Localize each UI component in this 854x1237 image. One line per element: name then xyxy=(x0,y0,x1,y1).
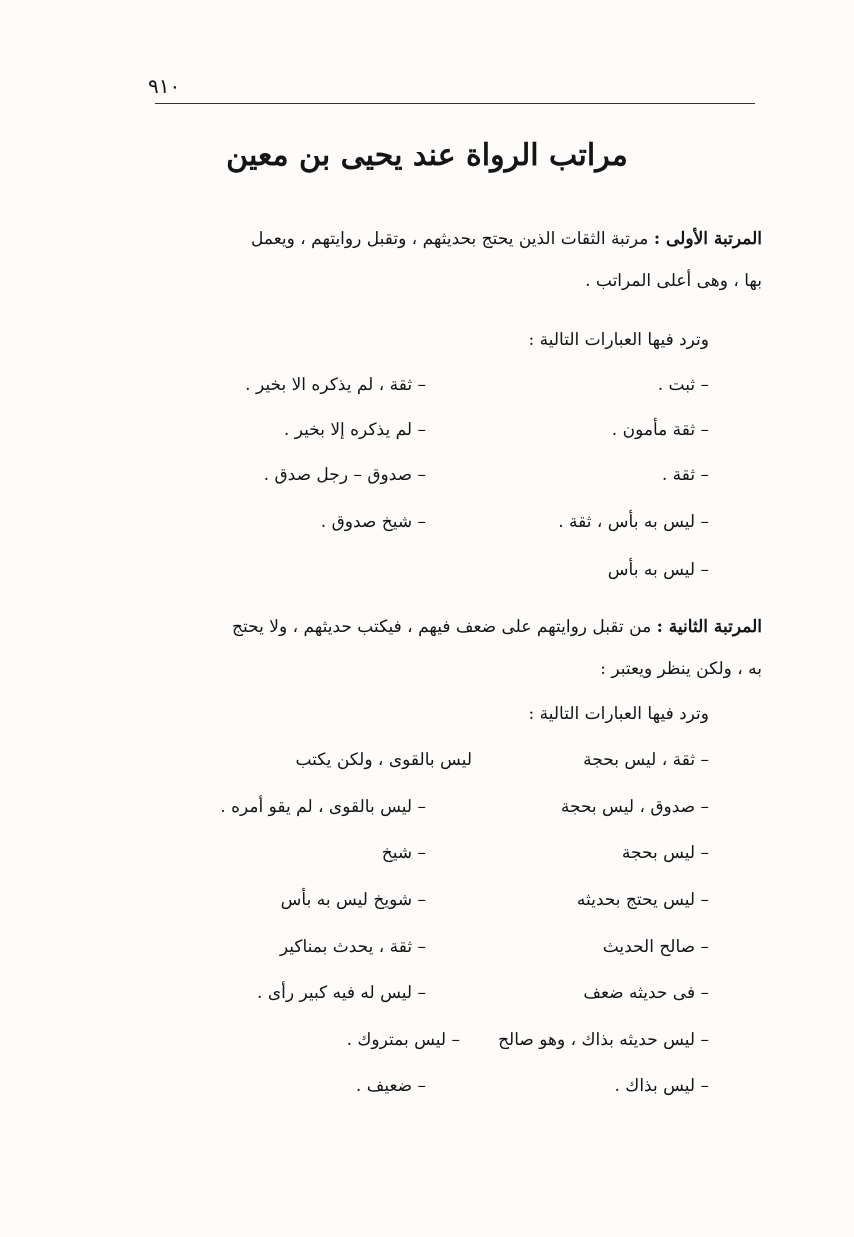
level2-item-right: – ليس يحتج بحديثه xyxy=(576,890,709,910)
level1-item-right: – ليس به بأس ، ثقة . xyxy=(558,512,709,532)
level2-item-right: – ليس بذاك . xyxy=(614,1076,709,1096)
level2-item-right: – ليس حديثه بذاك ، وهو صالح xyxy=(498,1030,709,1050)
level2-item-right: – صدوق ، ليس بحجة xyxy=(560,797,709,817)
level2-item-left: – ضعيف . xyxy=(355,1076,426,1096)
page-title: مراتب الرواة عند يحيى بن معين xyxy=(226,138,628,173)
page-number: ٩١٠ xyxy=(148,74,181,98)
level1-item-left: – صدوق – رجل صدق . xyxy=(263,465,426,485)
level2-label: المرتبة الثانية : xyxy=(656,617,762,637)
level2-item-left: – شويخ ليس به بأس xyxy=(280,890,426,910)
level1-text-line2: بها ، وهى أعلى المراتب . xyxy=(585,271,762,291)
level1-item-right: – ثبت . xyxy=(657,375,709,395)
level2-item-right: – ثقة ، ليس بحجة xyxy=(583,750,709,770)
level1-paragraph xyxy=(152,218,762,302)
level2-item-right: – فى حديثه ضعف xyxy=(583,983,709,1003)
level2-item-left: – ليس له فيه كبير رأى . xyxy=(257,983,426,1003)
level1-label: المرتبة الأولى : xyxy=(653,229,762,249)
level2-item-right: – ليس بحجة xyxy=(621,843,709,863)
level1-text-line1: مرتبة الثقات الذين يحتج بحديثهم ، وتقبل روايتهم ، ويعمل xyxy=(251,229,649,249)
level2-item-left: – ليس بالقوى ، لم يقو أمره . xyxy=(220,797,426,817)
level2-item-right: – صالح الحديث xyxy=(602,937,709,957)
level1-item-right: – ثقة مأمون . xyxy=(611,420,709,440)
level1-item-left: – ثقة ، لم يذكره الا بخير . xyxy=(245,375,426,395)
level2-item-left: ليس بالقوى ، ولكن يكتب xyxy=(295,750,472,770)
level2-item-left: – ثقة ، يحدث بمناكير xyxy=(279,937,426,957)
level1-item-left: – لم يذكره إلا بخير . xyxy=(283,420,426,440)
level1-item-right: – ليس به بأس xyxy=(607,560,709,580)
level2-intro: وترد فيها العبارات التالية : xyxy=(528,704,709,724)
header-rule xyxy=(155,103,755,104)
level1-intro: وترد فيها العبارات التالية : xyxy=(528,330,709,350)
level2-item-left: – ليس بمتروك . xyxy=(346,1030,460,1050)
level2-paragraph xyxy=(152,606,762,690)
level1-item-left: – شيخ صدوق . xyxy=(320,512,426,532)
level2-text-line2: به ، ولكن ينظر ويعتبر : xyxy=(600,659,762,679)
level1-item-right: – ثقة . xyxy=(661,465,709,485)
level2-item-left: – شيخ xyxy=(381,843,426,863)
level2-text-line1: من تقبل روايتهم على ضعف فيهم ، فيكتب حديثهم ، ولا يحتج xyxy=(232,617,652,637)
